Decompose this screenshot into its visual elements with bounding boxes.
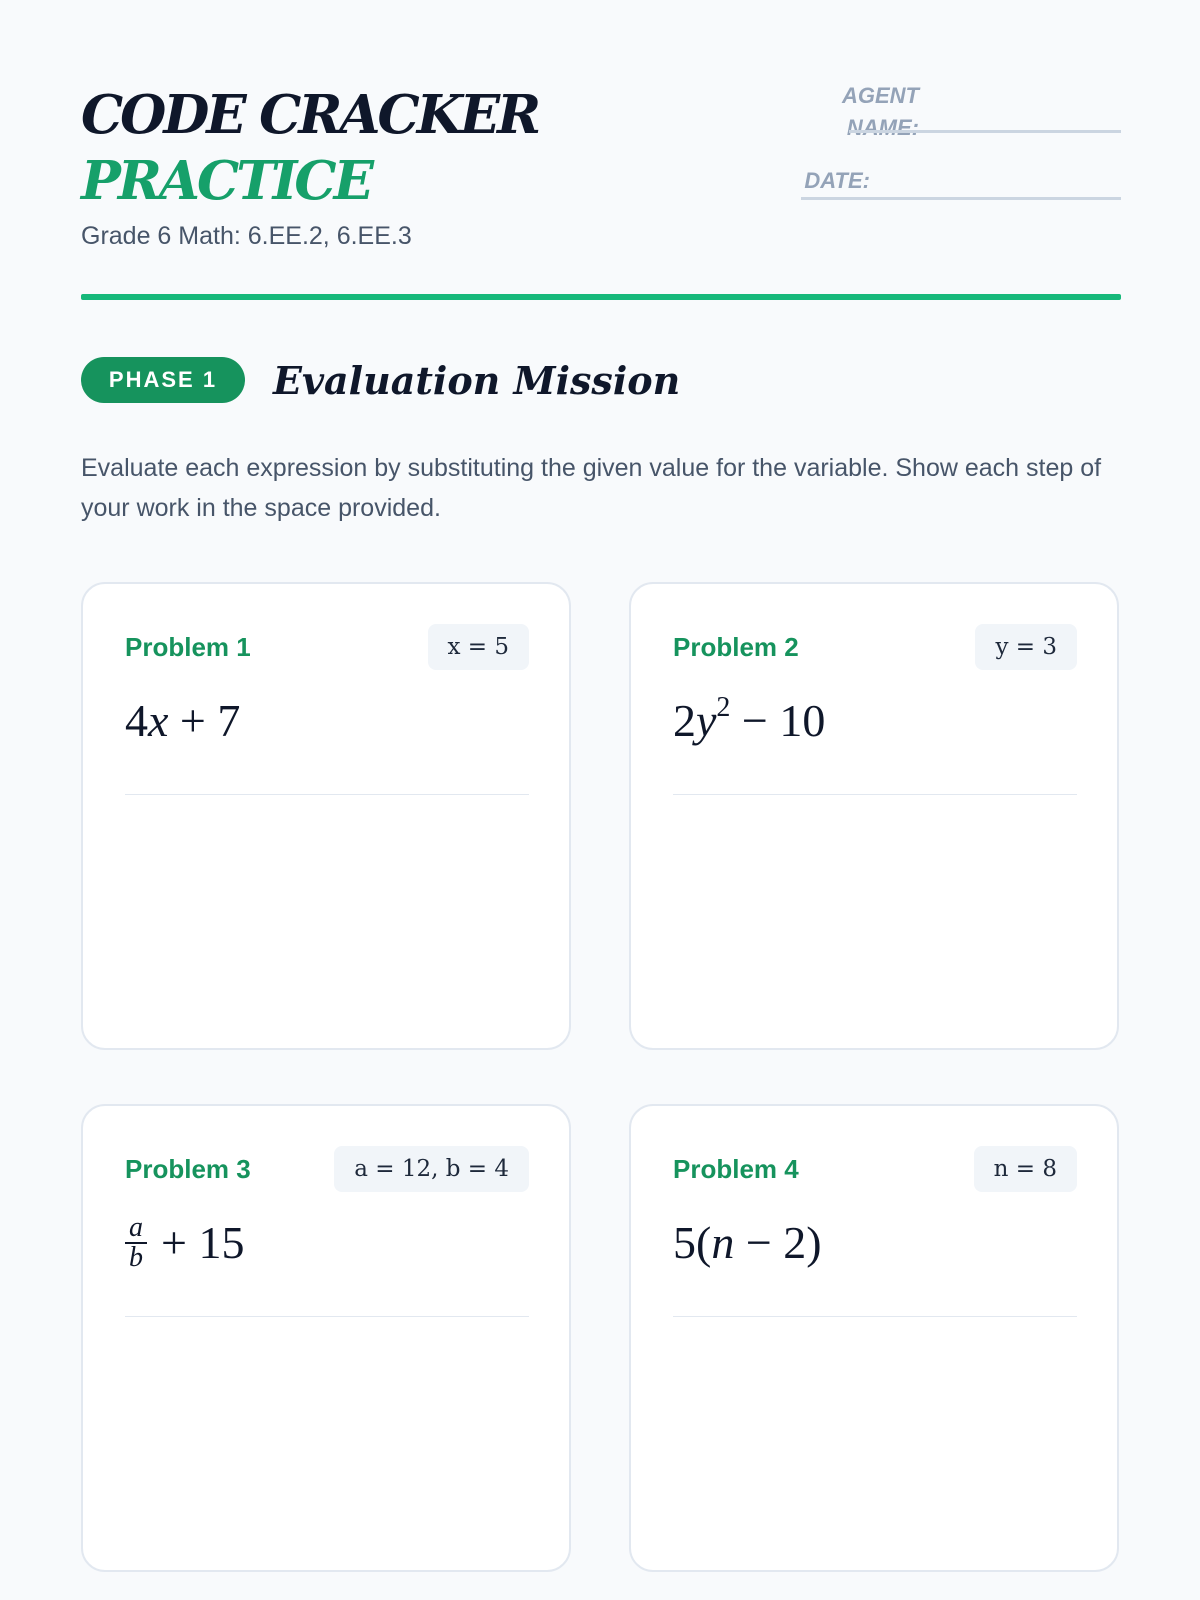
problem-card-2 [629, 582, 1119, 1050]
phase-badge: PHASE 1 [81, 357, 245, 403]
date-label: DATE: [804, 168, 870, 193]
title-line-2: PRACTICE [81, 150, 372, 212]
problem-expression: $\frac{a}{b}$ + 15 [125, 1211, 244, 1276]
problem-card-3 [81, 1104, 571, 1572]
given-value-chip: a = 12, b = 4 [334, 1146, 529, 1192]
problem-card-4 [629, 1104, 1119, 1572]
problem-expression: 5(n − 2) [673, 1217, 822, 1268]
problem-card-1 [81, 582, 571, 1050]
worksheet-header [81, 82, 1121, 252]
problem-label: Problem 3 [125, 1154, 251, 1184]
given-value-chip: x = 5 [428, 624, 530, 670]
work-area-divider [125, 794, 529, 795]
work-area-divider [125, 1316, 529, 1317]
fraction-a-over-b: $\frac{a}{b}$ [125, 1214, 147, 1272]
given-value-chip: y = 3 [975, 624, 1077, 670]
given-value-chip: n = 8 [974, 1146, 1077, 1192]
problem-expression: $2y^2 - 10$ [673, 692, 826, 746]
worksheet-page [81, 0, 1121, 1600]
instructions-text: Evaluate each expression by substituting the given value for the variable. Show each step of your work in the space provided. [81, 454, 1102, 522]
agent-label-line-1: AGENT [842, 83, 919, 108]
date-field[interactable] [801, 197, 1121, 200]
problem-label: Problem 4 [673, 1154, 799, 1184]
agent-name-field[interactable] [849, 130, 1121, 133]
title-line-1: CODE CRACKER [81, 84, 539, 146]
problem-label: Problem 2 [673, 632, 799, 662]
work-area-divider [673, 1316, 1077, 1317]
header-divider [81, 294, 1121, 300]
problem-label: Problem 1 [125, 632, 251, 662]
agent-label-line-2: NAME: [846, 115, 919, 140]
work-area-divider [673, 794, 1077, 795]
standards-subtitle: Grade 6 Math: 6.EE.2, 6.EE.3 [81, 222, 412, 250]
problem-expression: 4x + 7 [125, 695, 241, 746]
phase-title: Evaluation Mission [273, 358, 681, 403]
agent-name-label [721, 80, 919, 144]
